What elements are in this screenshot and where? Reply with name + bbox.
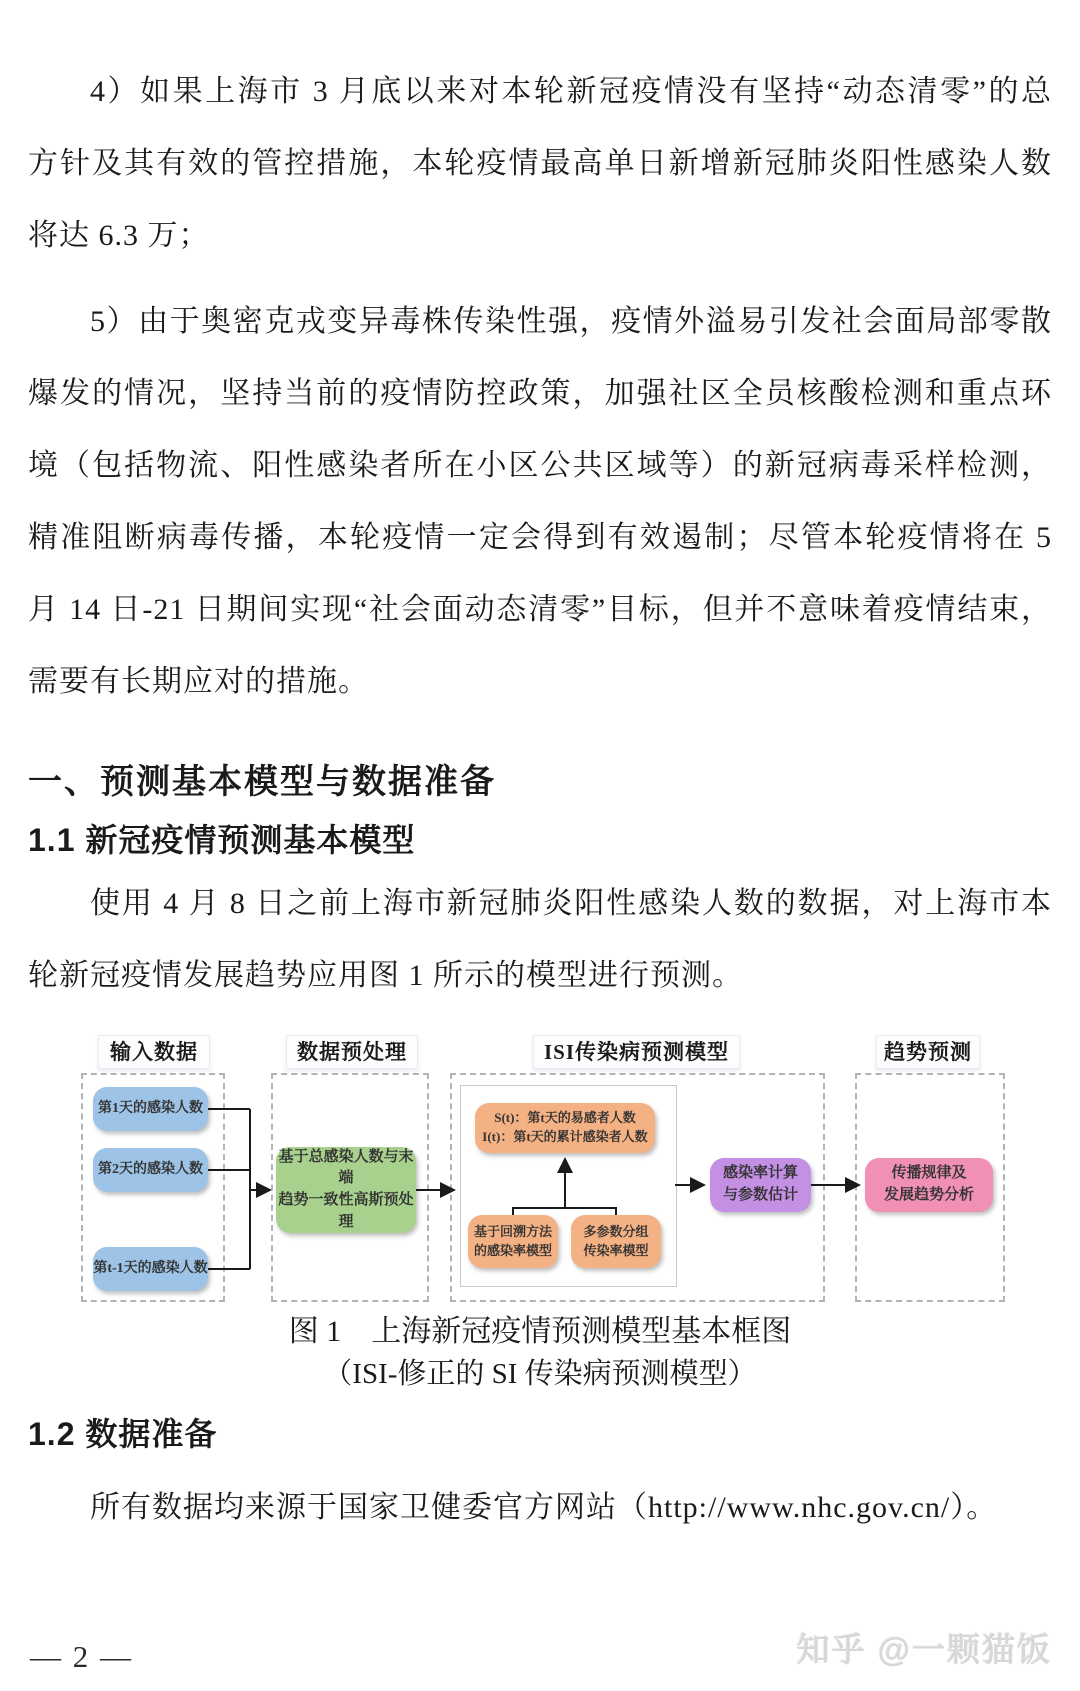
trend-analysis-box [865,1158,993,1212]
preprocess-box [276,1147,416,1233]
column-header-trend-forecast: 趋势预测 [876,1035,980,1069]
input-box-day1 [93,1087,208,1131]
paragraph-line: 4）如果上海市 3 月底以来对本轮新冠疫情没有坚持“动态清零”的总 [90,75,1052,108]
box-label: 感染率计算 [722,1165,798,1182]
box-label: 第t-1天的感染人数 [93,1260,208,1276]
section-heading-1-2: 1.2 数据准备 [28,1416,218,1452]
multiparameter-rate-model-box [571,1215,661,1268]
box-label: 发展趋势分析 [883,1187,974,1203]
column-header-preprocess: 数据预处理 [286,1035,418,1069]
paragraph-line: 爆发的情况，坚持当前的疫情防控政策，加强社区全员核酸检测和重点环 [28,377,1052,410]
paragraph-line: 精准阻断病毒传播，本轮疫情一定会得到有效遏制；尽管本轮疫情将在 5 [28,521,1052,554]
paragraph-line: 需要有长期应对的措施。 [28,665,369,698]
paragraph-model-intro [28,868,1052,1012]
paragraph-line: 将达 6.3 万； [28,219,210,252]
figure-caption-line2: （ISI-修正的 SI 传染病预测模型） [323,1358,757,1390]
paragraph-line: 5）由于奥密克戎变异毒株传染性强，疫情外溢易引发社会面局部零散 [90,305,1052,338]
box-label: I(t)：第t天的累计感染者人数 [482,1129,648,1144]
document-page [0,56,1080,1544]
box-label: 基于回溯方法 [473,1223,552,1239]
paragraph-line: 轮新冠疫情发展趋势应用图 1 所示的模型进行预测。 [28,959,743,992]
paragraph-line: 使用 4 月 8 日之前上海市新冠肺炎阳性感染人数的数据，对上海市本 [90,887,1052,920]
box-label: 第2天的感染人数 [98,1161,203,1177]
paragraph-line: 境（包括物流、阳性感染者所在小区公共区域等）的新冠病毒采样检测， [28,449,1052,482]
column-header-isi-model: ISI传染病预测模型 [533,1035,740,1069]
box-label: 的感染率模型 [473,1242,552,1258]
box-label: 基于总感染人数与末端 [278,1148,414,1187]
figure-caption-line1: 图 1 上海新冠疫情预测模型基本框图 [288,1315,792,1348]
box-label: 传染率模型 [583,1242,649,1258]
box-label: 趋势一致性高斯预处理 [278,1192,414,1230]
box-label: 多参数分组 [583,1223,649,1239]
input-box-day-t-1 [93,1247,208,1291]
figure-1-flow-diagram [28,1030,1048,1302]
paragraph-data-source [28,1472,1052,1544]
section-heading-1-1: 1.1 新冠疫情预测基本模型 [28,822,416,858]
box-label: 与参数估计 [722,1187,798,1203]
input-box-day2 [93,1148,208,1192]
paragraph-line: 方针及其有效的管控措施，本轮疫情最高单日新增新冠肺炎阳性感染人数 [28,147,1052,180]
box-label: 第1天的感染人数 [98,1100,203,1116]
parameter-estimation-box [710,1158,811,1212]
column-header-input-data: 输入数据 [98,1035,210,1069]
box-label: 传播规律及 [891,1165,967,1182]
state-variables-box [475,1103,655,1153]
paragraph-line: 所有数据均来源于国家卫健委官方网站（http://www.nhc.gov.cn/）。 [90,1491,998,1524]
paragraph-4 [28,56,1052,272]
paragraph-5 [28,286,1052,718]
retrospective-rate-model-box [468,1215,558,1268]
box-label: S(t)：第t天的易感者人数 [494,1110,636,1126]
watermark-text: 知乎 @一颗猫饭 [796,1631,1052,1668]
section-heading-1: 一、预测基本模型与数据准备 [28,763,496,801]
page-number: — 2 — [30,1639,133,1674]
paragraph-line: 月 14 日-21 日期间实现“社会面动态清零”目标，但并不意味着疫情结束， [28,593,1052,626]
